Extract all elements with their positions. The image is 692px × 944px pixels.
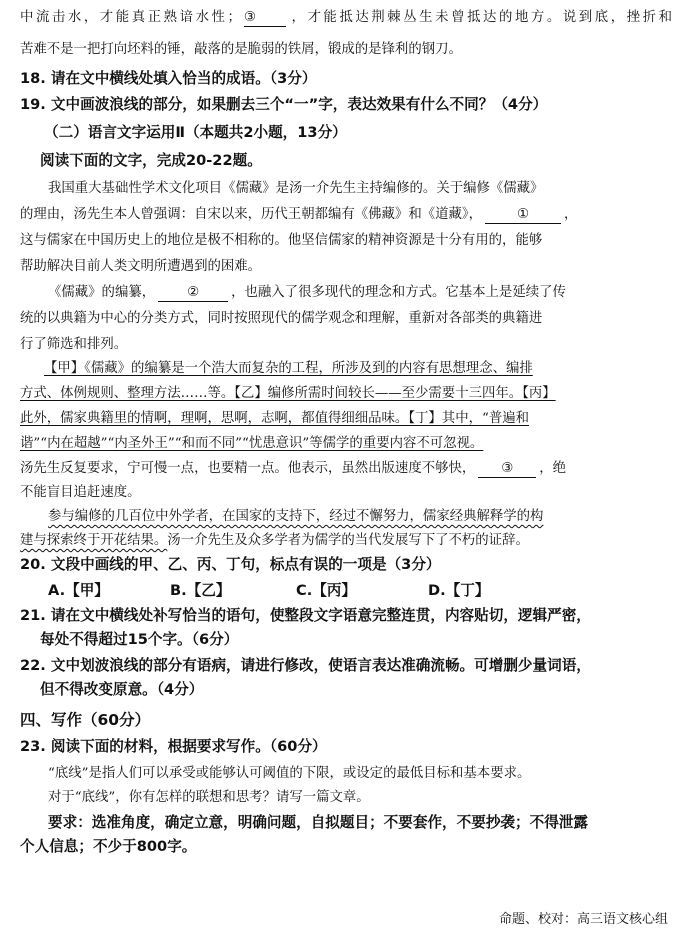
material-line: 对于“底线”，你有怎样的联想和思考？请写一篇文章。 — [48, 790, 370, 805]
paragraph-3-line: 谐”“内在超越”“内圣外王”“和而不同”“忧患意识”等儒学的重要内容不可忽视。 — [20, 436, 484, 451]
text-segment: ， — [563, 207, 578, 222]
section-4-title: 四、写作（60分） — [20, 711, 151, 729]
option-d: D.【丁】 — [428, 582, 490, 599]
question-21-cont: 每处不得超过15个字。（6分） — [40, 631, 239, 648]
blank-3b: ③ — [478, 461, 536, 478]
passage-line — [20, 9, 672, 27]
text-segment: ，绝 — [539, 461, 567, 476]
paragraph-3-line — [20, 460, 672, 478]
question-20: 20. 文段中画线的甲、乙、丙、丁句，标点有误的一项是（3分） — [20, 556, 441, 573]
question-22-cont: 但不得改变原意。（4分） — [40, 681, 204, 698]
reading-instruction: 阅读下面的文字，完成20-22题。 — [40, 152, 262, 169]
paragraph-3-line: 此外，儒家典籍里的情啊，理啊，思啊，志啊，都值得细细品味。【丁】其中，“普遍和 — [20, 411, 529, 426]
text-segment: 中流击水，才能真正熟谙水性； — [20, 10, 241, 25]
section-2-title: （二）语言文字运用Ⅱ（本题共2小题，13分） — [44, 124, 347, 141]
requirements-line: 个人信息；不少于800字。 — [20, 838, 197, 855]
text-segment: ，才能抵达荆棘丛生未曾抵达的地方。说到底，挫折和 — [288, 10, 673, 25]
wavy-text: 建与探索终于开花结果。 — [20, 533, 168, 548]
text-segment: 《儒藏》的编纂， — [48, 285, 156, 300]
blank-3: ③ — [244, 10, 286, 27]
option-b: B.【乙】 — [170, 582, 231, 599]
paragraph-1-line: 这与儒家在中国历史上的地位是极不相称的。他坚信儒家的精神资源是十分有用的，能够 — [20, 233, 543, 248]
question-21: 21. 请在文中横线处补写恰当的语句，使整段文字语意完整连贯，内容贴切，逻辑严密， — [20, 607, 591, 624]
paragraph-4-line — [20, 532, 672, 550]
question-18: 18. 请在文中横线处填入恰当的成语。（3分） — [20, 70, 317, 87]
blank-1: ① — [485, 207, 561, 224]
paragraph-4-line — [48, 508, 672, 526]
blank-2: ② — [158, 285, 228, 302]
question-20-options — [48, 582, 692, 600]
question-23: 23. 阅读下面的材料，根据要求写作。（60分） — [20, 738, 327, 755]
footer-credit: 命题、校对：高三语文核心组 — [498, 912, 668, 927]
text-segment: 汤先生反复要求，宁可慢一点，也要精一点。他表示，虽然出版速度不够快， — [20, 461, 476, 476]
wavy-text: 参与编修的几百位中外学者，在国家的支持下，经过不懈努力，儒家经典解释学的构 — [48, 509, 544, 524]
paragraph-1-line: 我国重大基础性学术文化项目《儒藏》是汤一介先生主持编修的。关于编修《儒藏》 — [48, 181, 544, 196]
paragraph-2-line — [48, 284, 672, 302]
option-a: A.【甲】 — [48, 582, 109, 599]
requirements-line: 要求：选准角度，确定立意，明确问题，自拟题目；不要套作，不要抄袭；不得泄露 — [48, 814, 588, 831]
material-line: “底线”是指人们可以承受或能够认可阈值的下限，或设定的最低目标和基本要求。 — [48, 766, 531, 781]
question-19: 19. 文中画波浪线的部分，如果删去三个“一”字，表达效果有什么不同？（4分） — [20, 96, 548, 113]
passage-line: 苦难不是一把打向坯料的锤，敲落的是脆弱的铁屑，锻成的是锋利的钢刀。 — [20, 42, 462, 57]
text-segment: 汤一介先生及众多学者为儒学的当代发展写下了不朽的证辞。 — [167, 533, 529, 548]
paragraph-3-line: 方式、体例规则、整理方法……等。【乙】编修所需时间较长——至少需要十三四年。【丙】 — [20, 386, 556, 401]
paragraph-3-line: 不能盲目追赶速度。 — [20, 485, 141, 500]
paragraph-2-line: 行了筛选和排列。 — [20, 337, 128, 352]
text-segment: 的理由，汤先生本人曾强调：自宋以来，历代王朝都编有《佛藏》和《道藏》， — [20, 207, 482, 222]
paragraph-3-line: 【甲】《儒藏》的编纂是一个浩大而复杂的工程，所涉及到的内容有思想理念、编排 — [44, 361, 533, 376]
paragraph-1-line: 帮助解决目前人类文明所遭遇到的困难。 — [20, 259, 262, 274]
paragraph-2-line: 统的以典籍为中心的分类方式，同时按照现代的儒学观念和理解，重新对各部类的典籍进 — [20, 311, 543, 326]
text-segment: ，也融入了很多现代的理念和方式。它基本上是延续了传 — [231, 285, 566, 300]
option-c: C.【丙】 — [296, 582, 357, 599]
paragraph-1-line — [20, 206, 672, 224]
question-22: 22. 文中划波浪线的部分有语病，请进行修改，使语言表达准确流畅。可增删少量词语， — [20, 657, 591, 674]
